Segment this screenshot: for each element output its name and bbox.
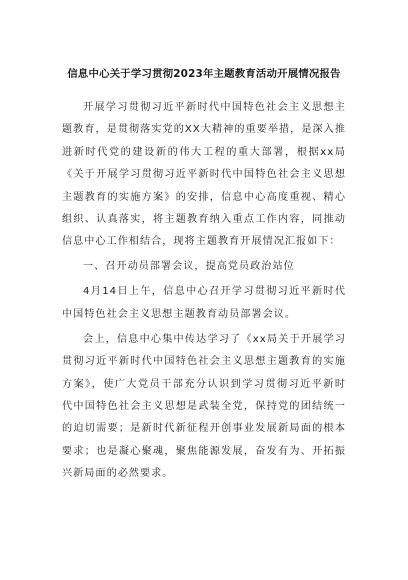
document-title: 信息中心关于学习贯彻2023年主题教育活动开展情况报告: [67, 68, 341, 80]
section-heading: 一、召开动员部署会议，提高党员政治站位: [83, 261, 295, 273]
document-body: [62, 97, 346, 488]
meeting-paragraph: 4月14日上午，信息中心召开学习贯彻习近平新时代中国特色社会主义思想主题教育动员部署会议。: [62, 286, 346, 320]
meeting-detail-paragraph: 会上，信息中心集中传达学习了《xx局关于开展学习贯彻习近平新时代中国特色社会主义思想主题教育的实施方案》，使广大党员干部充分认识到学习贯彻习近平新时代中国特色社会主义思想是武装全党，保持党的团结统一的迫切需要；是新时代新征程开创事业发展新局面的根本要求；也是凝心聚魂，聚焦能源发展，奋发有为、开拓振兴新局面的必然要求。: [62, 333, 346, 480]
intro-paragraph: 开展学习贯彻习近平新时代中国特色社会主义思想主题教育，是贯彻落实党的XX大精神的重要举措，是深入推进新时代党的建设新的伟大工程的重大部署，根据xx局《关于开展学习贯彻习近平新时代中国特色社会主义思想主题教育的实施方案》的安排，信息中心高度重视、精心组织、认真落实，将主题教育纳入重点工作内容，同推动信息中心工作相结合，现将主题教育开展情况汇报如下：: [62, 102, 346, 248]
